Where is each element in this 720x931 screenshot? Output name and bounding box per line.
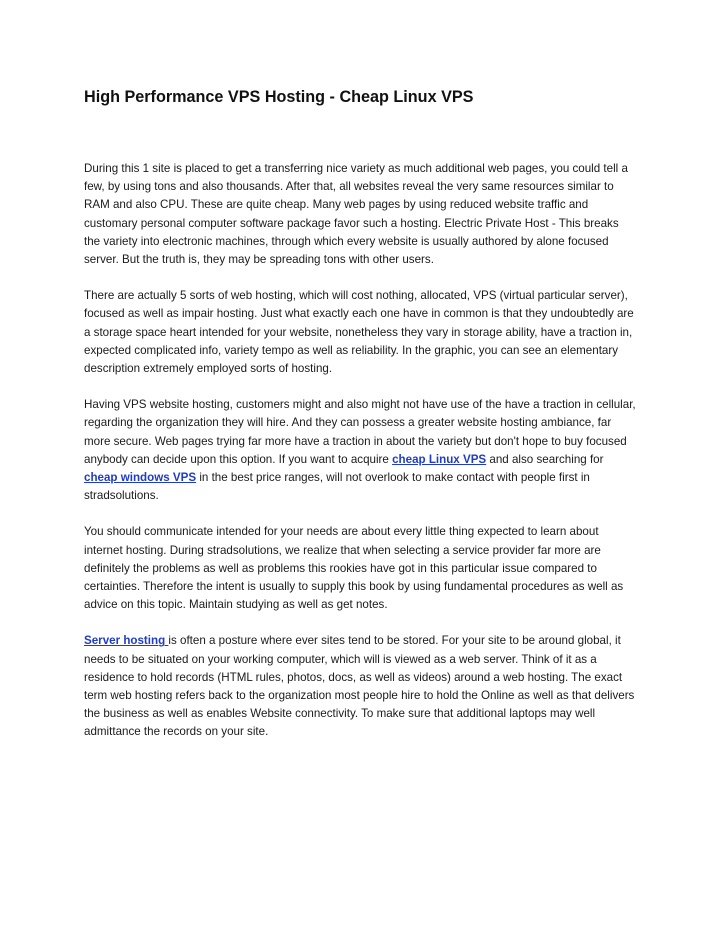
server-hosting-link[interactable]: Server hosting <box>84 634 169 648</box>
paragraph-2: There are actually 5 sorts of web hosting, which will cost nothing, allocated, VPS (virtual particular server), focused as well as impair hosting. Just what exactly each one have in common is that they undoubtedly are a storage space heart intended for your website, nonetheless they vary in storage ability, have a traction in, expected complicated info, variety tempo as well as reliability. In the graphic, you can see an elementary description extremely employed sorts of hosting. <box>84 289 634 376</box>
article-body <box>84 160 636 760</box>
paragraph-3-text-c: in the best price ranges, will not overlook to make contact with people first in stradsolutions. <box>84 471 590 503</box>
paragraph-4: You should communicate intended for your needs are about every little thing expected to learn about internet hosting. During stradsolutions, we realize that when selecting a service provider far more are definitely the problems as well as problems this rookies have got in this particular issue compared to certainties. Therefore the intent is usually to supply this book by using fundamental procedures as well as advice on this topic. Maintain studying as well as get notes. <box>84 525 624 612</box>
cheap-windows-vps-link[interactable]: cheap windows VPS <box>84 471 197 485</box>
paragraph-1: During this 1 site is placed to get a transferring nice variety as much additional web pages, you could tell a few, by using tons and also thousands. After that, all websites reveal the very same resources similar to RAM and also CPU. These are quite cheap. Many web pages by using reduced website traffic and customary personal computer software package favor such a hosting. Electric Private Host - This breaks the variety into electronic machines, through which every website is usually authored by alone focused server. But the truth is, they may be spreading tons with other users. <box>84 162 628 267</box>
cheap-linux-vps-link[interactable]: cheap Linux VPS <box>392 452 487 466</box>
paragraph-3 <box>84 396 636 505</box>
paragraph-5-text: is often a posture where ever sites tend to be stored. For your site to be around global, it needs to be situated on your working computer, which will is viewed as a web server. Think of it as a residence to hold records (HTML rules, photos, docs, as well as videos) around a web hosting. The exact term web hosting refers back to the organization most people hire to hold the Online as well as that delivers the business as well as enables Website connectivity. To make sure that additional laptops may well admittance the records on your site. <box>84 634 635 739</box>
paragraph-3-text-a: Having VPS website hosting, customers might and also might not have use of the have a traction in cellular, regarding the organization they will hire. And they can possess a greater website hosting ambiance, far more secure. Web pages trying far more have a traction in about the variety but don't hope to buy focused anybody can decide upon this option. If you want to acquire <box>84 398 636 466</box>
paragraph-5 <box>84 632 636 741</box>
page-title: High Performance VPS Hosting - Cheap Linux VPS <box>84 88 474 106</box>
paragraph-3-text-b: and also searching for <box>486 452 604 466</box>
